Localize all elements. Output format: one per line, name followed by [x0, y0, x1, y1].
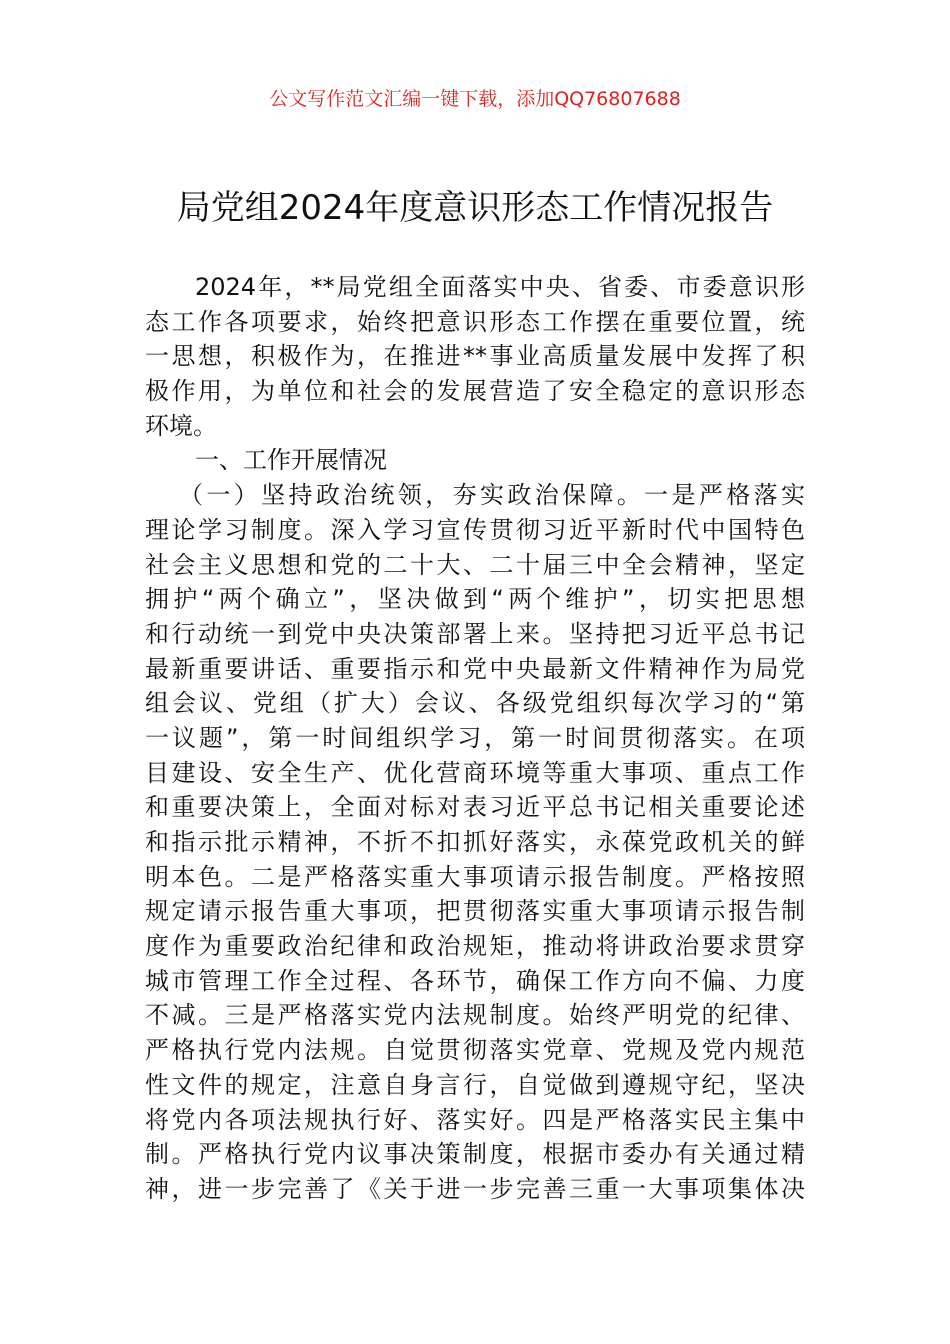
section-heading: 一、工作开展情况 — [195, 446, 387, 475]
paragraph-line: 一思想，积极作为，在推进**事业高质量发展中发挥了积 — [145, 342, 805, 371]
paragraph-line: 组会议、党组（扩大）会议、各级党组织每次学习的“第 — [145, 689, 805, 718]
paragraph-line: 2024年，**局党组全面落实中央、省委、市委意识形 — [195, 273, 805, 301]
paragraph-line: 环境。 — [145, 411, 217, 440]
paragraph-line: 最新重要讲话、重要指示和党中央最新文件精神作为局党 — [145, 654, 805, 683]
paragraph-line: 一议题”，第一时间组织学习，第一时间贯彻落实。在项 — [145, 723, 805, 752]
paragraph-line: 严格执行党内法规。自觉贯彻落实党章、党规及党内规范 — [145, 1036, 805, 1065]
paragraph-line: 神，进一步完善了《关于进一步完善三重一大事项集体决 — [145, 1174, 805, 1203]
document-body — [145, 270, 805, 1207]
paragraph-line: 和重要决策上，全面对标对表习近平总书记相关重要论述 — [145, 793, 805, 822]
paragraph-line: 明本色。二是严格落实重大事项请示报告制度。严格按照 — [145, 862, 805, 891]
paragraph-line: 将党内各项法规执行好、落实好。四是严格落实民主集中 — [145, 1105, 805, 1134]
paragraph-line: （一）坚持政治统领，夯实政治保障。一是严格落实 — [179, 481, 805, 510]
paragraph-line: 规定请示报告重大事项，把贯彻落实重大事项请示报告制 — [145, 897, 805, 926]
paragraph-line: 态工作各项要求，始终把意识形态工作摆在重要位置，统 — [145, 307, 805, 336]
paragraph-line: 性文件的规定，注意自身言行，自觉做到遵规守纪，坚决 — [145, 1070, 805, 1099]
paragraph-line: 目建设、安全生产、优化营商环境等重大事项、重点工作 — [145, 758, 805, 787]
paragraph-line: 社会主义思想和党的二十大、二十届三中全会精神，坚定 — [145, 550, 805, 579]
watermark-header: 公文写作范文汇编一键下载，添加QQ76807688 — [269, 88, 681, 110]
paragraph-line: 理论学习制度。深入学习宣传贯彻习近平新时代中国特色 — [145, 515, 805, 544]
document-title: 局党组2024年度意识形态工作情况报告 — [176, 188, 774, 228]
paragraph-line: 制。严格执行党内议事决策制度，根据市委办有关通过精 — [145, 1140, 805, 1169]
paragraph-line: 和行动统一到党中央决策部署上来。坚持把习近平总书记 — [145, 619, 805, 648]
paragraph-line: 城市管理工作全过程、各环节，确保工作方向不偏、力度 — [145, 966, 805, 995]
paragraph-line: 极作用，为单位和社会的发展营造了安全稳定的意识形态 — [145, 377, 805, 406]
paragraph-line: 度作为重要政治纪律和政治规矩，推动将讲政治要求贯穿 — [145, 932, 805, 961]
paragraph-line: 和指示批示精神，不折不扣抓好落实，永葆党政机关的鲜 — [145, 828, 805, 856]
paragraph-line: 拥护“两个确立”，坚决做到“两个维护”，切实把思想 — [145, 585, 805, 614]
paragraph-line: 不减。三是严格落实党内法规制度。始终严明党的纪律、 — [145, 1001, 805, 1030]
